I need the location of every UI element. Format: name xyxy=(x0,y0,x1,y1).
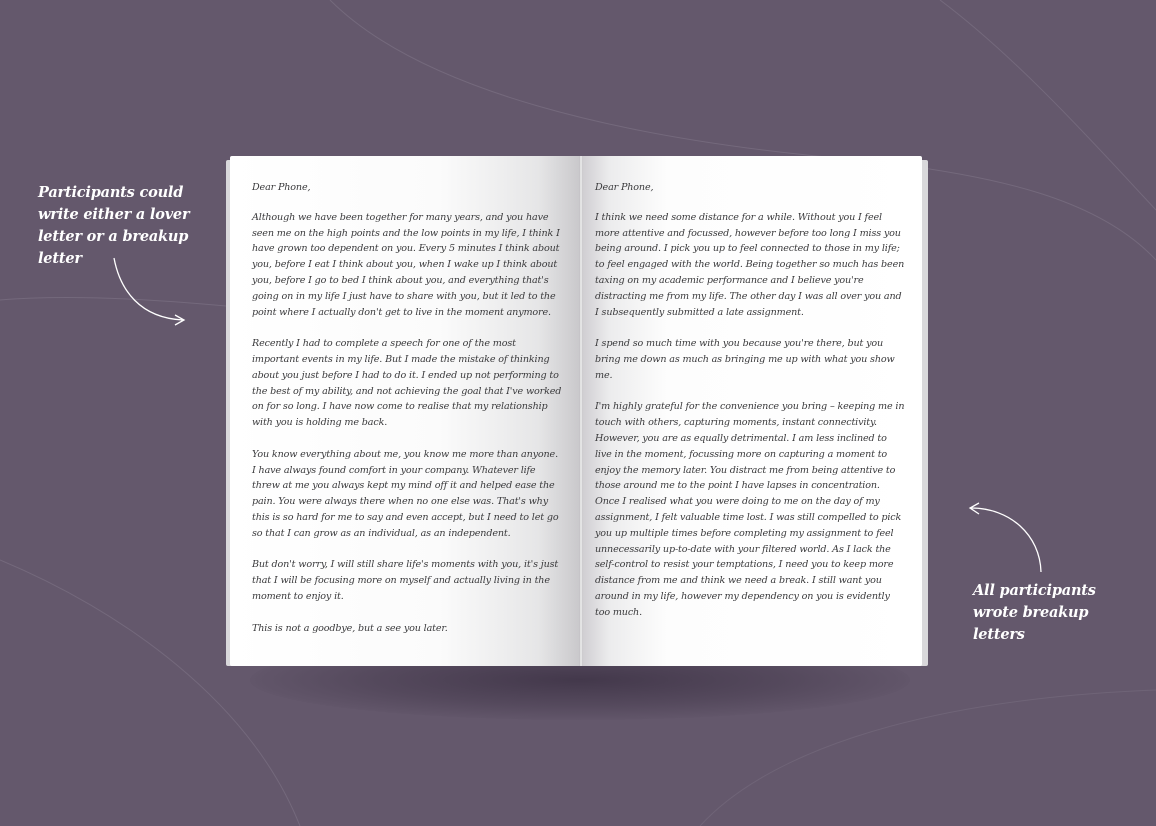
salutation: Dear Phone, xyxy=(252,182,311,193)
paragraph: Recently I had to complete a speech for one of the most important events in my life. But I made the mistake of thinking about you just before I had to do it. I ended up not performing to the best of my ability, and not achieving the goal that I've worked on for so long. I have now come to realise that my relationship with you is holding me back. xyxy=(252,338,562,429)
salutation: Dear Phone, xyxy=(595,182,654,193)
paragraph: I think we need some distance for a while. Without you I feel more attentive and focussed, however before too long I miss you being around. I pick you up to feel connected to those in my life; to feel engaged with the world. Being together so much has been taxing on my academic performance and I believe you're distracting me from my life. The other day I was all over you and I subsequently submitted a late assignment. xyxy=(595,211,905,318)
paragraph: But don't worry, I will still share life's moments with you, it's just that I will be focusing more on myself and actually living in the moment to enjoy it. xyxy=(252,559,559,602)
letter-body xyxy=(595,210,906,621)
paragraph: I spend so much time with you because you're there, but you bring me down as much as bringing me up with what you show me. xyxy=(595,338,895,381)
paragraph: Although we have been together for many years, and you have seen me on the high points and the low points in my life, I think I have grown too dependent on you. Every 5 minutes I think about you, before I eat I think about you, when I wake up I think about you, before I go to bed I think about you, and everything that's going on in my life I just have to share with you, but it led to the point where I actually don't get to live in the moment anymore. xyxy=(252,211,560,318)
paragraph: You know everything about me, you know me more than anyone. I have always found comfort in your company. Whatever life threw at me you always kept my mind off it and helped ease the pain. You were always there when no one else was. That's why this is so hard for me to say and even accept, but I need to let go so that I can grow as an individual, as an independent. xyxy=(252,448,559,539)
paragraph: This is not a goodbye, but a see you later. xyxy=(252,622,448,634)
book-spine xyxy=(579,156,583,666)
paragraph: I'm highly grateful for the convenience you bring – keeping me in touch with others, capturing moments, instant connectivity. However, you are as equally detrimental. I am less inclined to live in the moment, focussing more on capturing a moment to enjoy the memory later. You distract me from being attentive to those around me to the point I have lapses in concentration. Once I realised what you were doing to me on the day of my assignment, I felt valuable time lost. I was still compelled to pick you up multiple times before completing my assignment to feel unnecessarily up-to-date with your filtered world. As I lack the self-control to resist your temptations, I need you to keep more distance from me and think we need a break. I still want you around in my life, however my dependency on you is evidently too much. xyxy=(595,401,905,618)
annotation-left: Participants could write either a lover letter or a breakup letter xyxy=(38,184,190,267)
annotation-right: All participants wrote breakup letters xyxy=(973,582,1096,643)
letter-page-right xyxy=(582,156,922,666)
letter-page-left xyxy=(230,156,580,666)
letter-body xyxy=(252,210,562,637)
